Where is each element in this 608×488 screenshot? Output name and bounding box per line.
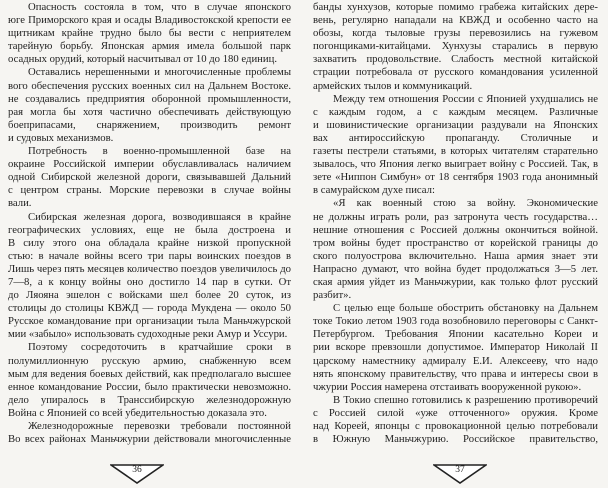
paragraph	[313, 302, 598, 394]
text-line: одной Сибирской железной дороги, связывавшей Дальний	[8, 171, 291, 184]
text-line: вали.	[8, 197, 32, 210]
text-line: над Кореей, японцы с провокационной целью потребовали	[313, 420, 598, 432]
paragraph	[313, 394, 598, 446]
text-line: царскому наместнику адмиралу Е.И. Алексееву, что надо	[313, 354, 598, 367]
text-line: обозы, когда тыловые грузы перевозились на гужевом	[313, 27, 598, 40]
text-line: и шовинистические организации раздували на Японских	[313, 118, 598, 131]
left-page-text	[8, 1, 291, 446]
text-line: и судовых механизмов.	[8, 131, 114, 144]
text-line: осадных орудий, который насчитывал от 10 до 180 единиц.	[8, 53, 277, 66]
text-line: окраине Российской империи обуславливалась наличием	[8, 158, 291, 171]
text-line: газеты пестрели статьями, в которых читателям старательно	[313, 145, 598, 158]
text-line: Потребность в военно-промышленной базе на	[28, 145, 291, 158]
text-line: с каждым годом, а с каждым месяцем. Различные	[313, 105, 598, 118]
text-line: ского полуострова включительно. Наша армия знает эти	[313, 249, 598, 262]
text-line: вах антироссийскую пропаганду. Столичные и	[313, 131, 598, 144]
page-number-text: 36	[132, 465, 142, 475]
text-line: Между тем отношения России с Японией ухудшались не	[333, 92, 598, 105]
text-line: Поэтому сосредоточить в кратчайшие сроки в	[28, 341, 291, 354]
text-line: в Южную Маньчжурию. Российское правительство,	[313, 433, 598, 446]
text-line: до Ляояна эшелон с войсками шел более 20 суток, из	[8, 289, 291, 302]
right-page-text	[313, 1, 598, 446]
text-line: «Я как военный стою за войну. Экономические	[333, 197, 598, 210]
text-line: зете «Ниппон Симбун» от 18 сентября 1903 года анонимный	[313, 171, 598, 184]
text-line: Петербургом. Требования Японии касательно Кореи и	[313, 328, 598, 341]
paragraph	[313, 1, 598, 93]
paragraph	[8, 1, 291, 66]
text-line: разбит».	[313, 289, 352, 302]
text-line: Железнодорожные перевозки требовали постоянной	[28, 420, 291, 432]
text-line: в самурайском духе писал:	[313, 184, 435, 197]
text-line: Сибирская железная дорога, возводившаяся в крайне	[28, 210, 291, 223]
text-line: Оставались нерешенными и многочисленные проблемы	[28, 66, 291, 79]
text-line: с Россией силой «уже отточенного» оружия. Кроме	[313, 406, 598, 419]
text-line: столицы до столицы КВЖД — города Мукдена — около 50	[8, 302, 291, 315]
text-line: полумиллионную русскую армию, снабженную всем	[8, 354, 291, 367]
text-line: чжурии Россия намерена отстаивать вооруженной рукою».	[313, 380, 582, 393]
text-line: ская армия уйдет из Маньчжурии, как только флот русский	[313, 275, 598, 288]
text-line: юге Приморского края и осады Владивостокской крепости ее	[8, 14, 291, 27]
page-number-text: 37	[455, 465, 465, 475]
text-line: 7—8, а к концу войны оно достигло 14 пар в сутки. От	[8, 275, 291, 288]
text-line: географических условиях, еще не была достроена и	[8, 223, 291, 236]
text-line: страции потребовала от русского командования усиленной	[313, 66, 598, 79]
text-line: енное командование России, было практически невозможно.	[8, 380, 291, 393]
text-line: банды хунхузов, которые помимо грабежа китайских дере-	[313, 1, 598, 13]
text-line: Напрасно думают, что война будет продолжаться 3—5 лет.	[313, 262, 598, 275]
text-line: Русское командование при организации тыла Маньчжурской	[8, 315, 291, 328]
text-line: с центром страны. Морские перевозки в случае войны	[8, 184, 291, 197]
text-line: В силу этого она обладала крайне низкой пропускной	[8, 236, 291, 249]
paragraph	[313, 93, 598, 198]
text-line: зывалось, что Япония легко выиграет войну с Россией. Так, в	[313, 158, 598, 171]
text-line: мым для ведения боевых действий, как предполагало высшее	[8, 367, 291, 380]
text-line: не создавались предприятия оборонной промышленности,	[8, 92, 291, 105]
text-line: Во всех районах Маньчжурии действовали многочисленные	[8, 433, 291, 446]
text-line: тром войны будет пространство от корейской границы до	[313, 236, 598, 249]
paragraph	[8, 420, 291, 446]
text-line: вого обеспечения русских военных сил на Дальнем Востоке.	[8, 79, 291, 92]
text-line: рии вскоре превзошли допустимое. Император Николай II	[313, 341, 598, 354]
paragraph	[8, 145, 291, 210]
text-line: армейских тылов и коммуникаций.	[313, 79, 473, 92]
text-line: Война с Японией со всей убедительностью доказала это.	[8, 406, 267, 419]
paragraph	[313, 197, 598, 302]
text-line: погонщиками-китайцами. Хунхузы старались в первую	[313, 40, 598, 53]
page-number-right	[433, 464, 487, 484]
text-line: захватить продовольствие. Слабость местной китайской	[313, 53, 598, 66]
text-line: дело упиралось в Транссибирскую железнодорожную	[8, 393, 291, 406]
text-line: мии «забыло» использовать судоходные реки Амур и Уссури.	[8, 328, 288, 341]
text-line: токе Токио летом 1903 года возобновило переговоры с Санкт-	[313, 315, 598, 328]
text-line: не должны играть роли, раз затронута честь государства…	[313, 210, 598, 223]
text-line: вень, регулярно нападали на КВЖД и особенно часто на	[313, 14, 598, 27]
paragraph	[8, 211, 291, 342]
text-line: Лишь через пять месяцев количество поездов увеличилось до	[8, 262, 291, 275]
text-line: Опасность состояла в том, что в случае японского	[28, 1, 291, 13]
text-line: В Токио спешно готовились к разрешению противоречий	[333, 393, 598, 406]
paragraph	[8, 341, 291, 420]
text-line: стью: в начале войны всего три пары воинских поездов в	[8, 249, 291, 262]
text-line: рая могла бы хотя частично обеспечивать действующую	[8, 105, 291, 118]
text-line: С целью еще больше обострить обстановку на Дальнем	[333, 302, 598, 315]
text-line: нешние отношения с Россией должны окончиться войной.	[313, 223, 598, 236]
text-line: боеприпасами, снаряжением, производить ремонт	[8, 118, 291, 131]
text-line: щитникам крайне трудно было бы вести с неприятелем	[8, 27, 291, 40]
paragraph	[8, 66, 291, 145]
text-line: нять японскому правительству, что права и интересы свои в	[313, 367, 598, 380]
text-line: тарейную борьбу. Японская армия имела большой парк	[8, 40, 291, 53]
page-number-left	[110, 464, 164, 484]
